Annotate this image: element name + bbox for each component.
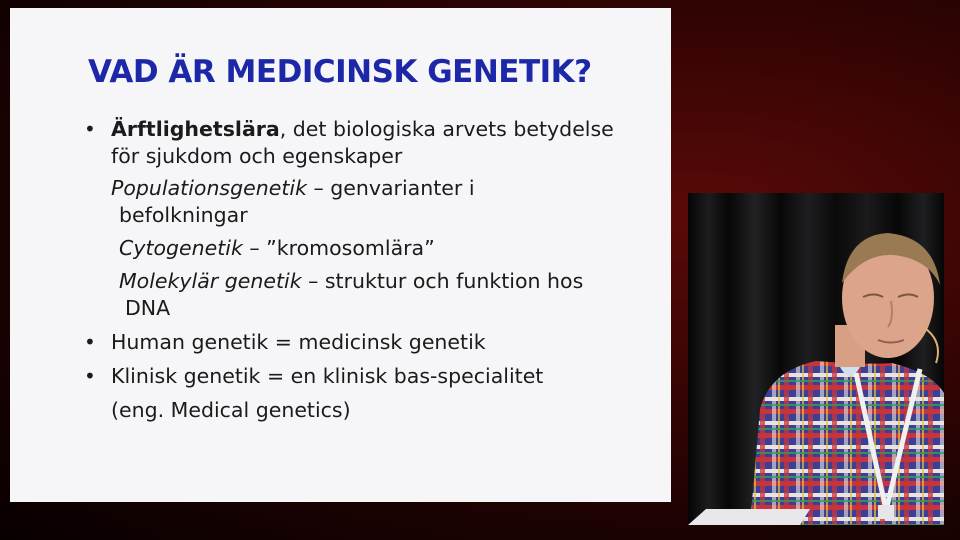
bullet-3-line: Klinisk genetik = en klinisk bas-specialitet [111, 364, 544, 388]
sub-item-2-text: – ”kromosomlära” [242, 236, 435, 260]
sub-item-1-text: – genvarianter i [306, 176, 475, 200]
bullet-1-dot: • [84, 117, 96, 141]
sub-item-2-term: Cytogenetik [119, 236, 243, 260]
sub-item-populationsgenetik [111, 178, 475, 199]
sub-item-3-text: – struktur och funktion hos [301, 269, 584, 293]
sub-item-cytogenetik [119, 238, 435, 259]
sub-item-3-continuation: DNA [125, 296, 171, 320]
bullet-2-dot: • [84, 330, 96, 354]
bullet-1-continuation: för sjukdom och egenskaper [111, 144, 403, 168]
bullet-1-bold-term: Ärftlighetslära [111, 117, 280, 141]
bullet-1-line [111, 119, 614, 140]
bullet-3-dot: • [84, 364, 96, 388]
sub-item-1-term: Populationsgenetik [111, 176, 307, 200]
speaker-video-frame [688, 193, 944, 525]
presentation-slide [10, 8, 671, 502]
slide-title: VAD ÄR MEDICINSK GENETIK? [88, 54, 592, 90]
speaker-video [688, 193, 944, 525]
bullet-3-continuation: (eng. Medical genetics) [111, 398, 351, 422]
sub-item-1-continuation: befolkningar [119, 203, 248, 227]
bullet-1-text: , det biologiska arvets betydelse [279, 117, 614, 141]
sub-item-3-term: Molekylär genetik [119, 269, 302, 293]
bullet-2-line: Human genetik = medicinsk genetik [111, 330, 486, 354]
sub-item-molekylar-genetik [119, 271, 583, 292]
